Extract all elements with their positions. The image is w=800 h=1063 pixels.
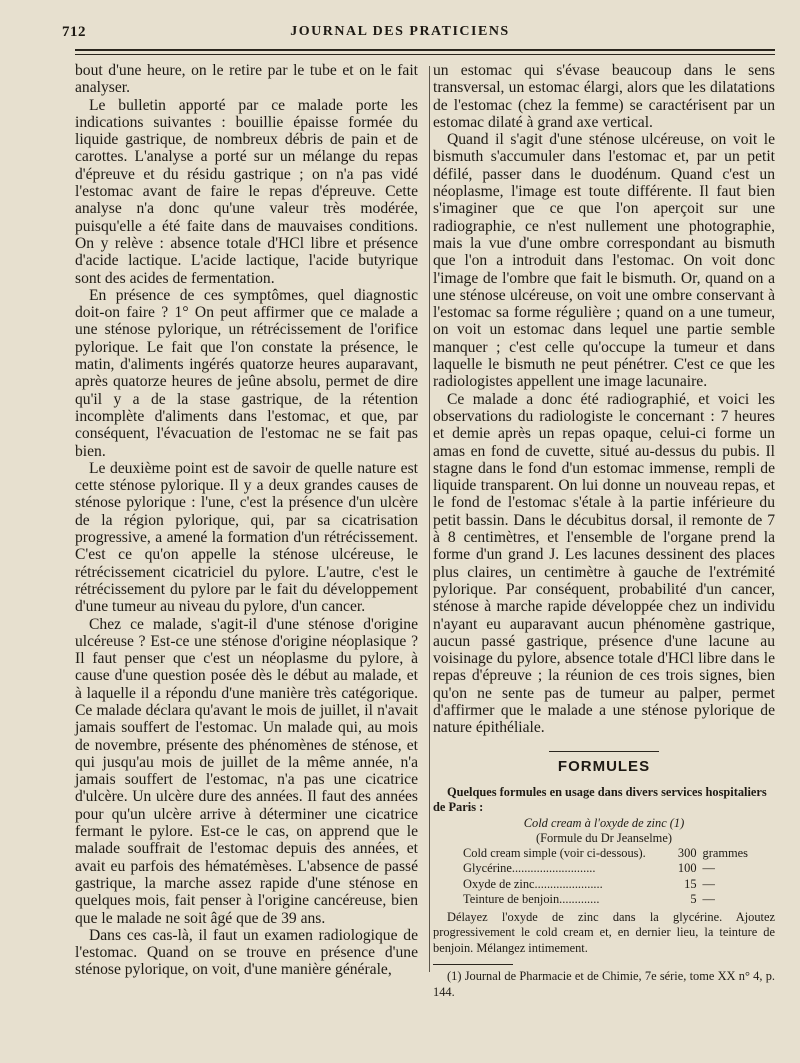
- recipe-subtitle: (Formule du Dr Jeanselme): [536, 830, 672, 845]
- ingredient-name: Cold cream simple (voir ci-dessous).: [463, 845, 646, 860]
- ingredient-row: [463, 861, 755, 877]
- footnote: (1) Journal de Pharmacie et de Chimie, 7e série, tome XX n° 4, p. 144.: [433, 969, 775, 999]
- column-divider: [429, 66, 430, 972]
- header-rule-thin: [75, 54, 775, 55]
- ingredient-qty: 5: [690, 892, 697, 907]
- recipe-title: Cold cream à l'oxyde de zinc (1): [523, 815, 685, 830]
- ingredient-name: Teinture de benjoin.............: [463, 892, 600, 907]
- ingredient-unit: —: [702, 892, 715, 907]
- ingredient-qty: 15: [684, 876, 697, 891]
- ingredients-table: [463, 846, 755, 908]
- paragraph: un estomac qui s'évase beaucoup dans le sens transversal, un estomac élargi, alors que les dilatations de l'estomac (chez la femme) se caractérisent par un estomac dilaté à grand axe vertical.: [433, 62, 775, 131]
- recipe-instructions: Délayez l'oxyde de zinc dans la glycérine. Ajoutez progressivement le cold cream et, en dernier lieu, la teinture de benjoin. Mélangez intimement.: [433, 909, 775, 955]
- paragraph: En présence de ces symptômes, quel diagnostic doit-on faire ? 1° On peut affirmer que ce malade a une sténose pylorique, un rétrécissement de l'orifice pylorique. Le fait que l'on constate la présence, le matin, d'aliments ingérés quatorze heures auparavant, après quatorze heures de jeûne absolu, permet de dire qu'il y a de la stase gastrique, de la rétention incomplète d'aliments dans l'estomac, et que, par conséquent, l'évacuation de l'estomac ne se fait pas bien.: [75, 286, 418, 460]
- header-rule-thick: [75, 49, 775, 51]
- ingredient-unit: —: [702, 876, 715, 891]
- ingredient-unit: grammes: [702, 845, 748, 860]
- paragraph: Chez ce malade, s'agit-il d'une sténose d'origine ulcéreuse ? Est-ce une sténose d'origine néoplasique ? Il faut penser que c'est un néoplasme du pylore, à cause d'une question posée dès le début au malade, et à laquelle il a répondu d'une manière très catégorique. Ce malade déclara qu'avant le mois de juillet, il n'avait jamais souffert de l'estomac. Un malade qui, au mois de novembre, présente des phénomènes de sténose, et qui jusqu'au mois de juillet de la même année, n'a jamais souffert de l'estomac, n'a pas une cicatrice d'ulcère. Un ulcère dure des années. Il faut des années pour qu'un ulcère arrive à déterminer une cicatrice fermant le pylore. Est-ce le cas, on apprend que le malade souffrait de l'estomac depuis des années, et avait eu parfois des hématémèses. L'absence de passé gastrique, la marche assez rapide d'une sténose en quelques mois, fait penser à l'origine cancéreuse, bien que le malade ne soit âgé que de 39 ans.: [75, 615, 418, 927]
- ingredient-qty: 300: [677, 845, 697, 860]
- left-column: [75, 62, 418, 979]
- ingredient-row: [463, 877, 755, 893]
- ingredient-name: Glycérine...........................: [463, 861, 596, 876]
- page-header: [0, 24, 800, 46]
- paragraph: Quand il s'agit d'une sténose ulcéreuse, on voit le bismuth s'accumuler dans l'estomac et, par un petit défilé, passer dans le duodénum. Quand c'est un néoplasme, l'image est toute différente. Il faut bien s'imaginer que ce que l'on aperçoit sur une radiographie, ce n'est nullement une photographie, mais la vue d'une ombre correspondant au bismuth que l'on a introduit dans l'estomac. On voit donc l'image de l'ombre que fait le bismuth. Or, quand on a une sténose ulcéreuse, on voit une ombre conservant à l'estomac sa forme régulière ; quand on a une tumeur, on voit un estomac dans lequel une partie semble manquer ; c'est celle qu'occupe la tumeur et dans laquelle le bismuth ne peut pénétrer. C'est ce que les radiologistes appellent une image lacunaire.: [433, 131, 775, 391]
- running-title: JOURNAL DES PRATICIENS: [290, 24, 510, 39]
- paragraph: Le deuxième point est de savoir de quelle nature est cette sténose pylorique. Il y a deux grandes causes de sténose pylorique : l'une, c'est la présence d'un ulcère de la région pylorique, qui, par sa cicatrisation progressive, a amené la formation d'un rétrécissement. C'est ce qu'on appelle la sténose ulcéreuse, le rétrécissement cicatriciel du pylore. L'autre, c'est le rétrécissement du pylore par le fait du développement d'une tumeur au niveau du pylore, d'un cancer.: [75, 459, 418, 616]
- ingredient-qty: 100: [677, 861, 697, 876]
- ingredient-row: [463, 846, 755, 862]
- formulas-intro: Quelques formules en usage dans divers services hospitaliers de Paris :: [433, 784, 767, 815]
- ingredient-name: Oxyde de zinc......................: [463, 876, 603, 891]
- paragraph: Ce malade a donc été radiographié, et voici les observations du radiologiste le concernant : 7 heures et demie après un repas opaque, celui-ci forme un amas en fond de cuvette, situé au-dessus du pubis. Il stagne dans le fond d'un estomac immense, rempli de liquide transparent. On lui donne un nouveau repas, et le fond de l'estomac s'étale à la partie inférieure du petit bassin. Dans le décubitus dorsal, il remonte de 7 à 8 centimètres, et l'ensemble de l'organe prend la forme d'un grand J. Les lacunes dessinent des places plus claires, un centimètre à gauche de l'extrémité pylorique. Par conséquent, probabilité d'un cancer, sténose à marche rapide développée chez un individu n'ayant eu auparavant aucun phénomène gastrique, aucun passé gastrique, présence d'une lacune au voisinage du pylore, absence totale d'HCl libre dans le repas d'épreuve ; la réunion de ces trois signes, bien qu'on ne sente pas de tumeur au palper, permet d'affirmer que le malade a une sténose pylorique de nature épithéliale.: [433, 390, 775, 737]
- paragraph: bout d'une heure, on le retire par le tube et on le fait analyser.: [75, 62, 418, 97]
- ingredient-unit: —: [702, 861, 715, 876]
- formulas-title: FORMULES: [549, 751, 659, 775]
- paragraph: Le bulletin apporté par ce malade porte les indications suivantes : bouillie épaisse formée du liquide gastrique, de nombreux débris de pain et de carottes. L'analyse a porté sur un mélange du repas d'épreuve et du résidu gastrique ; on n'a pas vidé l'estomac avant de faire le repas d'épreuve. Cette analyse n'a donc qu'une valeur très modérée, puisqu'elle a été faite dans de mauvaises conditions. On y relève : absence totale d'HCl libre et présence d'acide lactique. L'acide lactique, l'acide butyrique sont des acides de fermentation.: [75, 96, 418, 287]
- page-number: 712: [62, 24, 86, 40]
- right-column: [433, 62, 775, 1000]
- formulas-section: [433, 751, 775, 1001]
- ingredient-row: [463, 892, 755, 908]
- paragraph: Dans ces cas-là, il faut un examen radiologique de l'estomac. Quand on se trouve en présence d'une sténose pylorique, on voit, d'une manière générale,: [75, 926, 418, 979]
- footnote-rule: [433, 964, 513, 965]
